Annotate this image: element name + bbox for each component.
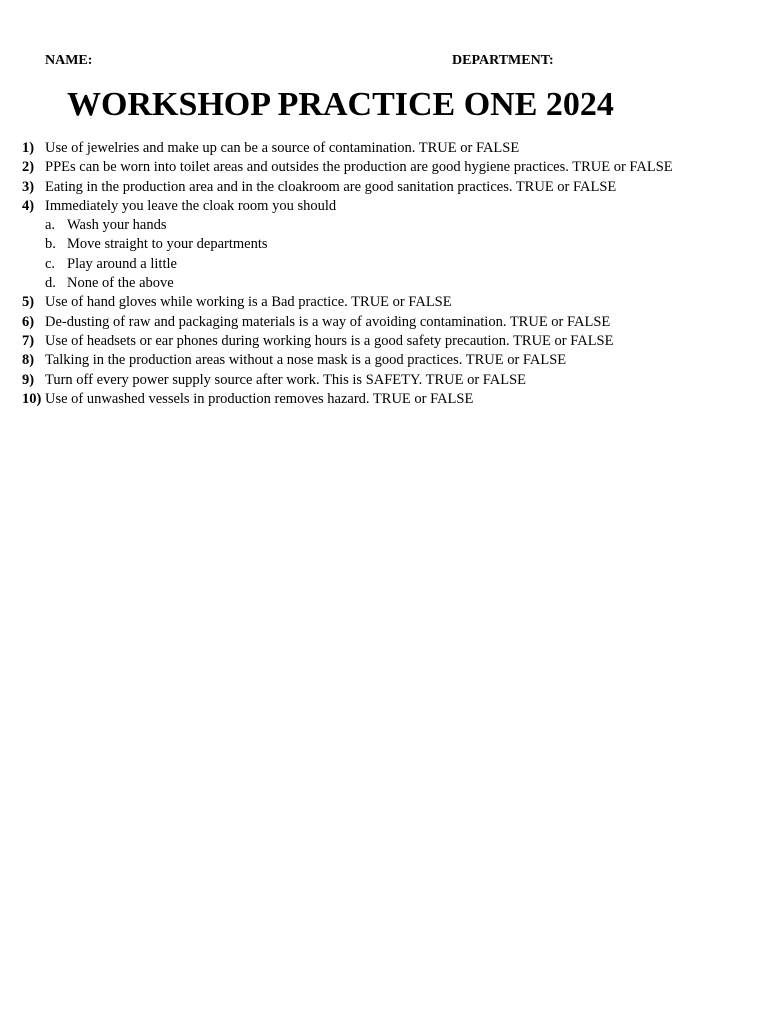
- option-list: [22, 216, 762, 293]
- question-number: 5): [22, 294, 35, 311]
- option-letter: d.: [45, 275, 56, 292]
- question-number: 3): [22, 178, 35, 195]
- question-text: Use of jewelries and make up can be a source of contamination. TRUE or FALSE: [45, 140, 520, 156]
- question-6: [22, 313, 762, 332]
- option-text: Wash your hands: [67, 217, 167, 234]
- option-b: [22, 235, 762, 254]
- question-number: 9): [22, 371, 35, 388]
- question-4: [22, 197, 762, 216]
- question-number: 1): [22, 140, 35, 156]
- option-text: Play around a little: [67, 255, 177, 272]
- question-text: Eating in the production area and in the cloakroom are good sanitation practices. TRUE or FALSE: [45, 178, 617, 195]
- name-label: NAME:: [45, 53, 93, 68]
- question-7: [22, 332, 762, 351]
- question-text: Talking in the production areas without a nose mask is a good practices. TRUE or FALSE: [45, 352, 567, 369]
- option-letter: b.: [45, 236, 56, 253]
- question-number: 10): [22, 390, 42, 407]
- question-number: 2): [22, 159, 35, 176]
- question-text: Use of unwashed vessels in production removes hazard. TRUE or FALSE: [45, 390, 474, 407]
- question-8: [22, 351, 762, 370]
- question-5: [22, 293, 762, 312]
- question-4-options: [22, 216, 762, 293]
- department-label: DEPARTMENT:: [452, 53, 554, 68]
- question-text: Turn off every power supply source after work. This is SAFETY. TRUE or FALSE: [45, 371, 527, 388]
- option-text: Move straight to your departments: [67, 236, 268, 253]
- question-number: 4): [22, 197, 35, 214]
- question-2: [22, 158, 762, 177]
- option-letter: a.: [45, 217, 56, 234]
- question-9: [22, 371, 762, 390]
- question-text: De-dusting of raw and packaging materials is a way of avoiding contamination. TRUE or FALSE: [45, 313, 611, 330]
- question-1: [22, 139, 762, 158]
- option-text: None of the above: [67, 275, 174, 292]
- page-title: WORKSHOP PRACTICE ONE 2024: [67, 86, 614, 123]
- option-a: [22, 216, 762, 235]
- question-10: [22, 390, 762, 409]
- question-number: 6): [22, 313, 35, 330]
- option-letter: c.: [45, 255, 56, 272]
- option-d: [22, 274, 762, 293]
- option-c: [22, 255, 762, 274]
- question-number: 8): [22, 352, 35, 369]
- question-text: PPEs can be worn into toilet areas and outsides the production are good hygiene practices. TRUE or FALSE: [45, 159, 673, 176]
- question-number: 7): [22, 332, 35, 349]
- question-text: Use of headsets or ear phones during working hours is a good safety precaution. TRUE or FALSE: [45, 332, 614, 349]
- question-list: [22, 139, 762, 409]
- question-text: Use of hand gloves while working is a Bad practice. TRUE or FALSE: [45, 294, 452, 311]
- question-3: [22, 178, 762, 197]
- question-text: Immediately you leave the cloak room you should: [45, 197, 337, 214]
